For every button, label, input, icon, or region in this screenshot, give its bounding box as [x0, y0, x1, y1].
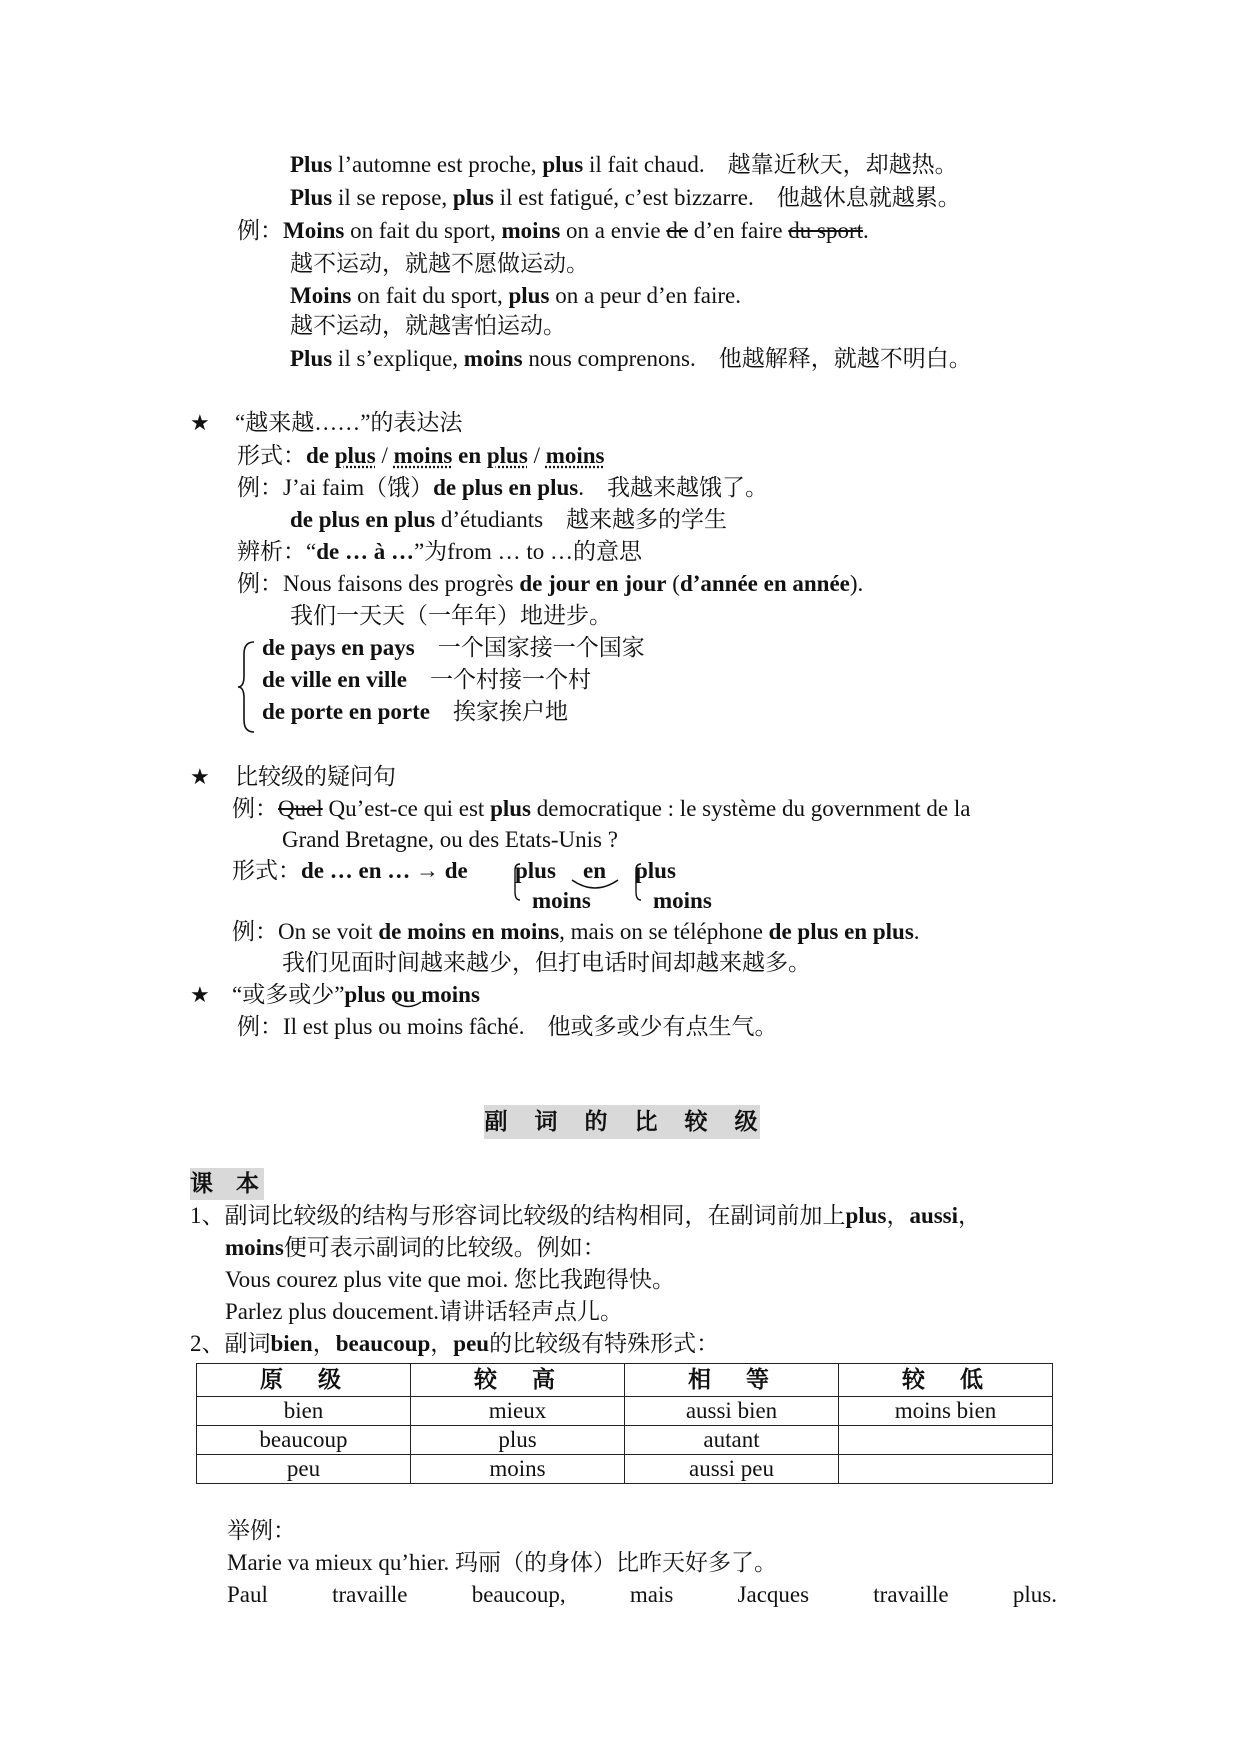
line-zh-2: 越不运动，就越害怕运动。 — [290, 313, 566, 338]
curly-brace-icon — [236, 640, 258, 734]
table-header-row — [197, 1364, 1053, 1397]
paragraph-2: 2、副词bien，beaucoup，peu的比较级有特殊形式： — [190, 1331, 720, 1356]
line-plus-explique: Plus il s’explique, moins nous comprenons. 他越解释，就越不明白。 — [290, 346, 972, 371]
word: plus. — [1012, 1582, 1057, 1607]
table-row — [197, 1455, 1053, 1484]
word: Paul — [227, 1582, 268, 1607]
comparison-table — [196, 1363, 1053, 1484]
word: beaucoup, — [471, 1582, 566, 1607]
line-plus-repose: Plus il se repose, plus il est fatigué, c’est bizzarre. 他越休息就越累。 — [290, 185, 961, 210]
table-cell: mieux — [411, 1397, 625, 1426]
line-moins-plus: Moins on fait du sport, plus on a peur d’en faire. — [290, 283, 742, 308]
form-en: en — [583, 858, 606, 883]
form-line: 形式：de … en … → de — [232, 858, 468, 883]
form-plus-2: plus — [635, 858, 676, 883]
example-line: Vous courez plus vite que moi. 您比我跑得快。 — [225, 1267, 675, 1292]
table-cell: aussi bien — [625, 1397, 839, 1426]
bracket-icon — [631, 862, 643, 902]
table-cell — [839, 1426, 1053, 1455]
example-line: 例：J’ai faim（饿）de plus en plus. 我越来越饿了。 — [237, 475, 768, 500]
form-moins-2: moins — [653, 888, 712, 913]
example-line: 例：On se voit de moins en moins, mais on se téléphone de plus en plus. — [232, 919, 920, 944]
table-header: 原 级 — [197, 1364, 411, 1397]
star-bullet: ★ — [190, 410, 210, 435]
table-header: 较 高 — [411, 1364, 625, 1397]
table-cell: autant — [625, 1426, 839, 1455]
brace-item: de ville en ville 一个村接一个村 — [262, 667, 592, 692]
form-moins-1: moins — [532, 888, 591, 913]
form-plus-1: plus — [515, 858, 556, 883]
table-cell: moins — [411, 1455, 625, 1484]
section-title: 比较级的疑问句 — [235, 764, 396, 789]
word: travaille — [873, 1582, 949, 1607]
bracket-icon — [510, 862, 522, 902]
example-line: de plus en plus d’étudiants 越来越多的学生 — [290, 507, 728, 532]
examples-label: 举例： — [227, 1518, 296, 1543]
line-moins-sport: 例：Moins on fait du sport, moins on a envie de d’en faire du sport. — [237, 218, 869, 243]
section-title: “越来越……”的表达法 — [235, 410, 463, 435]
example-line: 例：Il est plus ou moins fâché. 他或多或少有点生气。 — [237, 1014, 778, 1039]
line-zh-1: 越不运动，就越不愿做运动。 — [290, 251, 589, 276]
paragraph-1: 1、副词比较级的结构与形容词比较级的结构相同，在副词前加上plus，aussi， — [190, 1203, 982, 1228]
table-cell: plus — [411, 1426, 625, 1455]
table-row — [197, 1397, 1053, 1426]
word: travaille — [332, 1582, 408, 1607]
example-line: 例：Quel Qu’est-ce qui est plus democratique : le système du government de la — [232, 796, 971, 821]
textbook-label: 课 本 — [190, 1168, 264, 1200]
word: Jacques — [737, 1582, 810, 1607]
paragraph-1-cont: moins便可表示副词的比较级。例如： — [225, 1235, 606, 1260]
brace-item: de porte en porte 挨家挨户地 — [262, 699, 568, 724]
example-justified-line — [227, 1580, 1057, 1610]
star-bullet: ★ — [190, 764, 210, 789]
example-line: Marie va mieux qu’hier. 玛丽（的身体）比昨天好多了。 — [227, 1550, 778, 1575]
example-line: Grand Bretagne, ou des Etats-Unis ? — [282, 827, 618, 852]
example-line: Parlez plus doucement.请讲话轻声点儿。 — [225, 1299, 623, 1324]
table-cell — [839, 1455, 1053, 1484]
example-zh: 我们见面时间越来越少，但打电话时间却越来越多。 — [282, 950, 811, 975]
table-cell: bien — [197, 1397, 411, 1426]
table-cell: moins bien — [839, 1397, 1053, 1426]
word: mais — [629, 1582, 674, 1607]
line-plus-automne: Plus l’automne est proche, plus il fait chaud. 越靠近秋天，却越热。 — [290, 152, 958, 177]
example-zh: 我们一天天（一年年）地进步。 — [290, 603, 612, 628]
analysis-line: 辨析：“de … à …”为from … to …的意思 — [237, 539, 643, 564]
table-header: 较 低 — [839, 1364, 1053, 1397]
page-heading: 副 词 的 比 较 级 — [484, 1105, 760, 1139]
form-line: 形式：de plus / moins en plus / moins — [237, 443, 605, 468]
table-header: 相 等 — [625, 1364, 839, 1397]
example-line: 例：Nous faisons des progrès de jour en jour (d’année en année). — [237, 571, 864, 596]
tie-arc-icon — [393, 1000, 423, 1010]
table-cell: peu — [197, 1455, 411, 1484]
section-title: “或多或少”plus ou moins — [232, 982, 480, 1007]
table-cell: beaucoup — [197, 1426, 411, 1455]
brace-item: de pays en pays 一个国家接一个国家 — [262, 635, 645, 660]
table-cell: aussi peu — [625, 1455, 839, 1484]
table-row — [197, 1426, 1053, 1455]
star-bullet: ★ — [190, 982, 210, 1007]
